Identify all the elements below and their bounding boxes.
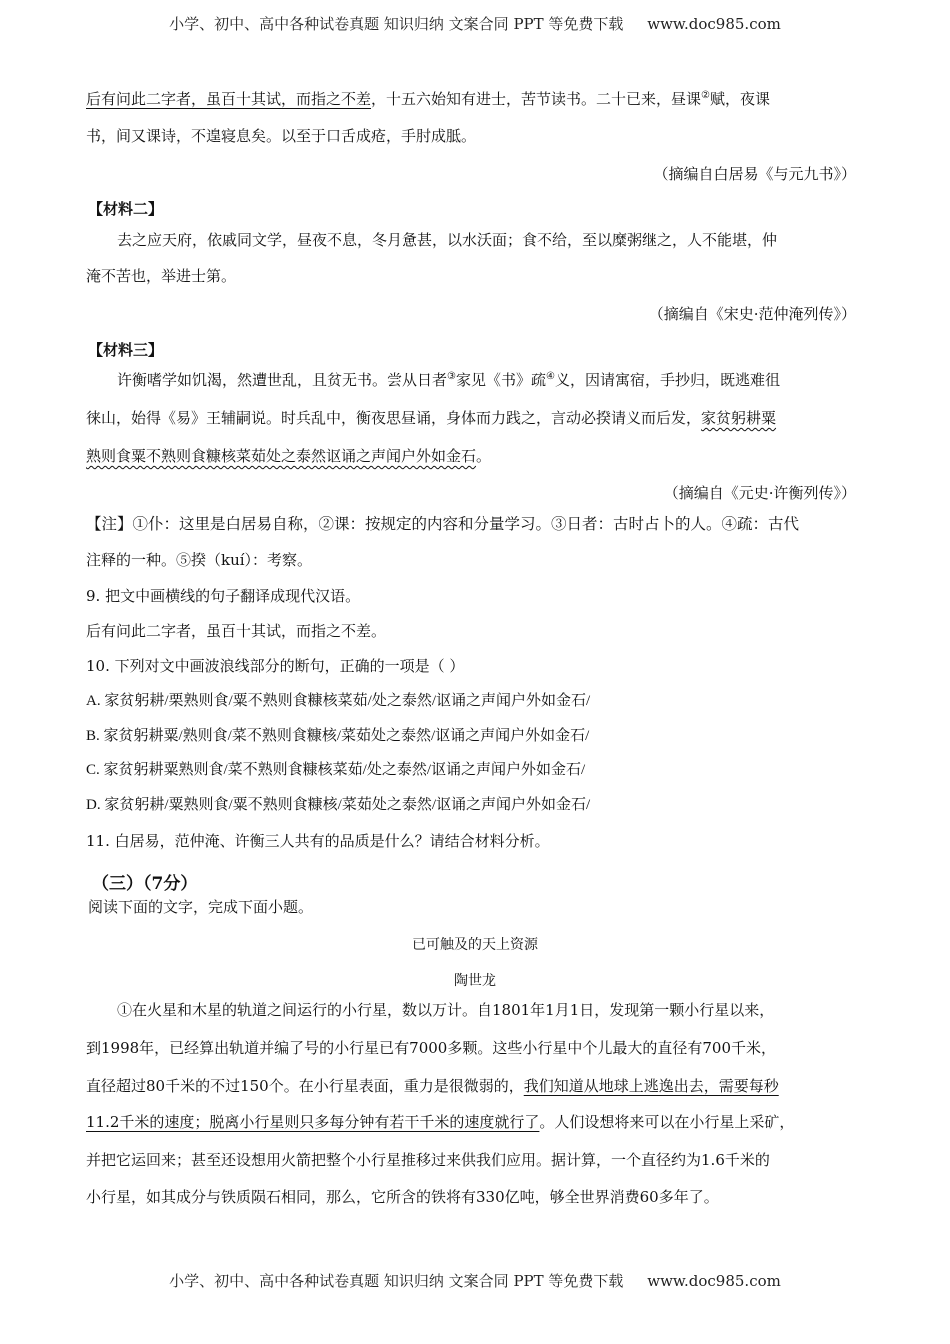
material3-heading: 【材料三】 — [88, 341, 164, 359]
question-9: 9. 把文中画横线的句子翻译成现代汉语。 — [86, 587, 361, 605]
article-p1-line5: 并把它运回来；甚至还设想用火箭把整个小行星推移过来供我们应用。据计算，一个直径约为1.6千米的 — [86, 1151, 770, 1169]
material3-line1: 许衡嗜学如饥渴，然遭世乱，且贫无书。尝从日者③家见《书》疏④义，因请寓宿，手抄归，既逃难徂 — [117, 371, 780, 389]
page-footer — [0, 1270, 950, 1291]
note-mark: ③ — [447, 371, 456, 382]
question-10: 10. 下列对文中画波浪线部分的断句，正确的一项是（ ） — [86, 657, 465, 675]
option-b: B. 家贫躬耕粟/熟则食/菜不熟则食糠核/菜茹处之泰然/讴诵之声闻户外如金石/ — [86, 728, 590, 744]
material2-source: （摘编自《宋史·范仲淹列传》） — [648, 305, 856, 323]
option-c: C. 家贫躬耕粟熟则食/菜不熟则食糠核菜茹/处之泰然/讴诵之声闻户外如金石/ — [86, 762, 586, 778]
option-d: D. 家贫躬耕/粟熟则食/粟不熟则食糠核/菜茹处之泰然/讴诵之声闻户外如金石/ — [86, 797, 591, 813]
header-url[interactable]: www.doc985.com — [647, 15, 781, 33]
article-p1-line1: ①在火星和木星的轨道之间运行的小行星，数以万计。自1801年1月1日，发现第一颗小行星以来， — [117, 1001, 775, 1019]
notes-line1: 【注】①仆：这里是白居易自称，②课：按规定的内容和分量学习。③日者：古时占卜的人。④疏：古代 — [86, 515, 800, 533]
material3-line3: 熟则食粟不熟则食糠核菜茹处之泰然讴诵之声闻户外如金石。 — [86, 447, 492, 465]
note-mark: ② — [701, 90, 710, 101]
underlined-text: 我们知道从地球上逃逸出去，需要每秒 — [523, 1077, 779, 1095]
material2-line2: 淹不苦也，举进士第。 — [86, 267, 237, 285]
header-text: 小学、初中、高中各种试卷真题 知识归纳 文案合同 PPT 等免费下载 — [169, 15, 624, 33]
question-11: 11. 白居易，范仲淹、许衡三人共有的品质是什么？请结合材料分析。 — [86, 832, 550, 850]
material3-source: （摘编自《元史·许衡列传》） — [663, 484, 856, 502]
material3-line2: 徕山，始得《易》王辅嗣说。时兵乱中，衡夜思昼诵，身体而力践之，言动必揆请义而后发，家贫躬耕粟 — [86, 409, 777, 427]
material2-line1: 去之应天府，依戚同文学，昼夜不息，冬月惫甚，以水沃面；食不给，至以糜粥继之，人不能堪，仲 — [117, 231, 778, 249]
note-mark: ④ — [546, 371, 555, 382]
question-9-sentence: 后有问此二字者，虽百十其试，而指之不差。 — [86, 622, 387, 640]
underlined-sentence: 后有问此二字者，虽百十其试，而指之不差 — [86, 90, 372, 108]
notes-line2: 注释的一种。⑤揆（kuí）：考察。 — [86, 551, 313, 569]
article-p1-line3: 直径超过80千米的不过150个。在小行星表面，重力是很微弱的，我们知道从地球上逃逸出去，需要每秒 — [86, 1077, 779, 1095]
material2-heading: 【材料二】 — [88, 200, 164, 218]
article-title: 已可触及的天上资源 — [412, 937, 538, 953]
page-header — [0, 13, 950, 34]
underlined-text: 11.2千米的速度；脱离小行星则只多每分钟有若干千米的速度就行了 — [86, 1113, 540, 1131]
section3-instruction: 阅读下面的文字，完成下面小题。 — [88, 898, 314, 916]
option-a: A. 家贫躬耕/栗熟则食/粟不熟则食糠核菜茹/处之泰然/讴诵之声闻户外如金石/ — [86, 693, 591, 709]
footer-text: 小学、初中、高中各种试卷真题 知识归纳 文案合同 PPT 等免费下载 — [169, 1272, 624, 1290]
footer-url[interactable]: www.doc985.com — [647, 1272, 781, 1290]
material1-source: （摘编自白居易《与元九书》） — [653, 165, 856, 183]
section3-heading: （三）（7分） — [92, 874, 198, 894]
material1-line1: 后有问此二字者，虽百十其试，而指之不差，十五六始知有进士，苦节读书。二十已来，昼课②赋，夜课 — [86, 90, 771, 108]
article-p1-line4: 11.2千米的速度；脱离小行星则只多每分钟有若干千米的速度就行了。人们设想将来可以在小行星上采矿， — [86, 1113, 795, 1131]
wavy-text: 熟则食粟不熟则食糠核菜茹处之泰然讴诵之声闻户外如金石 — [86, 447, 477, 465]
article-p1-line2: 到1998年，已经算出轨道并编了号的小行星已有7000多颗。这些小行星中个儿最大的直径有700千米， — [86, 1039, 776, 1057]
article-p1-line6: 小行星，如其成分与铁质陨石相同，那么，它所含的铁将有330亿吨，够全世界消费60多年了。 — [86, 1188, 719, 1206]
wavy-text: 家贫躬耕粟 — [701, 409, 777, 427]
article-author: 陶世龙 — [454, 973, 496, 989]
material1-line2: 书，间又课诗，不遑寝息矣。以至于口舌成疮，手肘成胝。 — [86, 127, 477, 145]
